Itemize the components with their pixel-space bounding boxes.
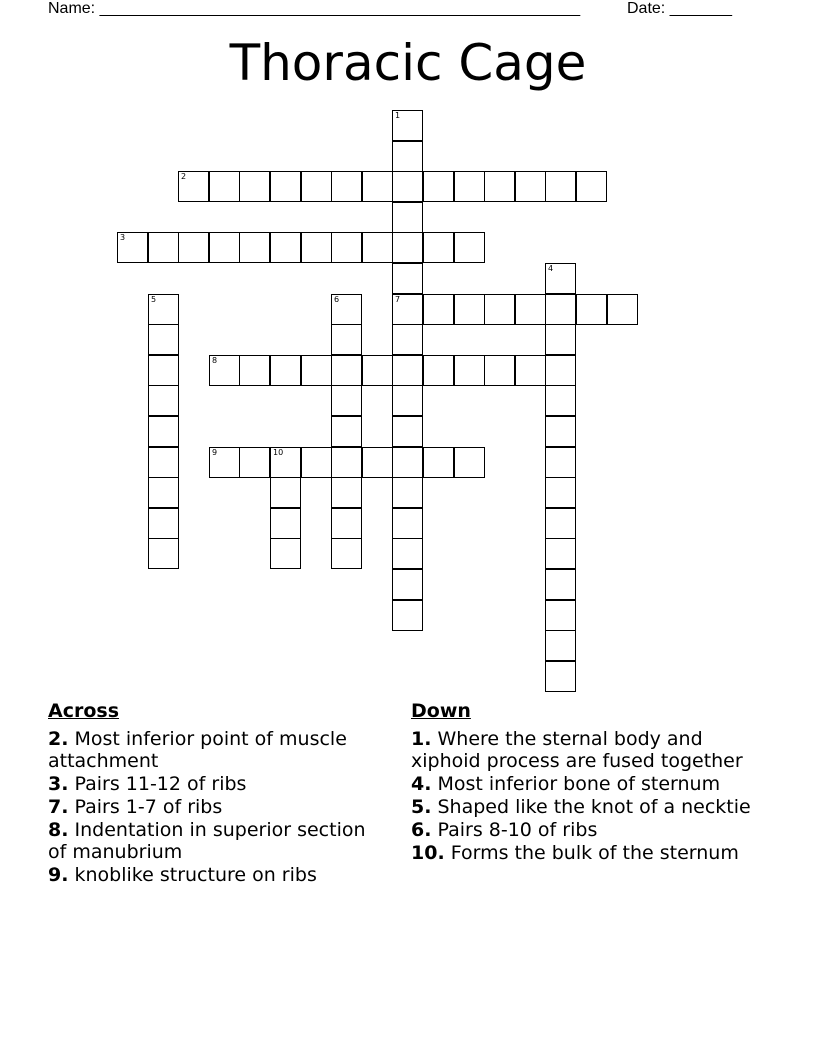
grid-cell[interactable] bbox=[270, 355, 301, 386]
grid-cell[interactable] bbox=[148, 508, 179, 539]
grid-cell[interactable] bbox=[148, 355, 179, 386]
grid-cell[interactable] bbox=[209, 232, 240, 263]
grid-cell[interactable] bbox=[392, 171, 423, 202]
clue-number: 5. bbox=[411, 796, 432, 818]
clue-text: Forms the bulk of the sternum bbox=[450, 842, 739, 864]
grid-cell[interactable] bbox=[331, 232, 362, 263]
grid-cell[interactable] bbox=[331, 294, 362, 325]
grid-cell[interactable] bbox=[392, 294, 423, 325]
grid-cell[interactable] bbox=[392, 263, 423, 294]
grid-cell[interactable] bbox=[209, 355, 240, 386]
across-clue bbox=[48, 819, 388, 863]
grid-cell[interactable] bbox=[301, 355, 332, 386]
grid-cell[interactable] bbox=[607, 294, 638, 325]
grid-cell[interactable] bbox=[301, 447, 332, 478]
grid-cell[interactable] bbox=[545, 630, 576, 661]
name-label: Name: bbox=[48, 0, 96, 17]
clue-text: Pairs 8-10 of ribs bbox=[437, 819, 598, 841]
grid-cell[interactable] bbox=[545, 508, 576, 539]
grid-cell[interactable] bbox=[545, 416, 576, 447]
grid-cell[interactable] bbox=[209, 447, 240, 478]
cell-number: 10 bbox=[273, 448, 284, 457]
grid-cell[interactable] bbox=[301, 232, 332, 263]
grid-cell[interactable] bbox=[392, 447, 423, 478]
grid-cell[interactable] bbox=[454, 294, 485, 325]
grid-cell[interactable] bbox=[545, 294, 576, 325]
grid-cell[interactable] bbox=[392, 324, 423, 355]
grid-cell[interactable] bbox=[331, 477, 362, 508]
grid-cell[interactable] bbox=[148, 294, 179, 325]
grid-cell[interactable] bbox=[117, 232, 148, 263]
grid-cell[interactable] bbox=[392, 110, 423, 141]
clue-text: knoblike structure on ribs bbox=[74, 864, 317, 886]
grid-cell[interactable] bbox=[392, 600, 423, 631]
down-clue bbox=[411, 796, 771, 818]
clue-text: Where the sternal body and xiphoid process are fused together bbox=[411, 728, 743, 772]
grid-cell[interactable] bbox=[392, 538, 423, 569]
grid-cell[interactable] bbox=[515, 355, 546, 386]
grid-cell[interactable] bbox=[423, 171, 454, 202]
across-heading: Across bbox=[48, 700, 120, 722]
grid-cell[interactable] bbox=[239, 355, 270, 386]
grid-cell[interactable] bbox=[392, 355, 423, 386]
grid-cell[interactable] bbox=[178, 171, 209, 202]
grid-cell[interactable] bbox=[148, 324, 179, 355]
down-clues bbox=[411, 700, 771, 865]
grid-cell[interactable] bbox=[454, 447, 485, 478]
grid-cell[interactable] bbox=[362, 232, 393, 263]
grid-cell[interactable] bbox=[331, 538, 362, 569]
grid-cell[interactable] bbox=[454, 355, 485, 386]
grid-cell[interactable] bbox=[148, 232, 179, 263]
grid-cell[interactable] bbox=[148, 538, 179, 569]
grid-cell[interactable] bbox=[576, 294, 607, 325]
clue-number: 2. bbox=[48, 728, 69, 750]
grid-cell[interactable] bbox=[239, 232, 270, 263]
name-field[interactable]: ______________________________________________________ bbox=[99, 0, 581, 17]
clue-number: 3. bbox=[48, 773, 69, 795]
grid-cell[interactable] bbox=[270, 538, 301, 569]
down-clue bbox=[411, 819, 771, 841]
down-clue bbox=[411, 773, 771, 795]
grid-cell[interactable] bbox=[148, 447, 179, 478]
grid-cell[interactable] bbox=[545, 385, 576, 416]
grid-cell[interactable] bbox=[239, 447, 270, 478]
grid-cell[interactable] bbox=[331, 171, 362, 202]
grid-cell[interactable] bbox=[545, 355, 576, 386]
cell-number: 2 bbox=[181, 172, 187, 181]
grid-cell[interactable] bbox=[331, 355, 362, 386]
grid-cell[interactable] bbox=[148, 385, 179, 416]
page-title: Thoracic Cage bbox=[229, 34, 587, 92]
grid-cell[interactable] bbox=[239, 171, 270, 202]
grid-cell[interactable] bbox=[454, 171, 485, 202]
clue-number: 1. bbox=[411, 728, 432, 750]
grid-cell[interactable] bbox=[423, 294, 454, 325]
grid-cell[interactable] bbox=[545, 324, 576, 355]
grid-cell[interactable] bbox=[545, 538, 576, 569]
cell-number: 7 bbox=[395, 295, 401, 304]
grid-cell[interactable] bbox=[331, 508, 362, 539]
clue-text: Shaped like the knot of a necktie bbox=[437, 796, 751, 818]
grid-cell[interactable] bbox=[362, 447, 393, 478]
clue-number: 6. bbox=[411, 819, 432, 841]
grid-cell[interactable] bbox=[392, 385, 423, 416]
clue-text: Pairs 11-12 of ribs bbox=[74, 773, 247, 795]
clue-number: 8. bbox=[48, 819, 69, 841]
across-clue bbox=[48, 728, 388, 772]
cell-number: 5 bbox=[151, 295, 157, 304]
grid-cell[interactable] bbox=[362, 171, 393, 202]
clue-number: 4. bbox=[411, 773, 432, 795]
down-clue bbox=[411, 728, 771, 772]
grid-cell[interactable] bbox=[270, 508, 301, 539]
grid-cell[interactable] bbox=[331, 447, 362, 478]
grid-cell[interactable] bbox=[301, 171, 332, 202]
grid-cell[interactable] bbox=[392, 232, 423, 263]
grid-cell[interactable] bbox=[484, 171, 515, 202]
grid-cell[interactable] bbox=[331, 324, 362, 355]
across-clue bbox=[48, 796, 388, 818]
cell-number: 3 bbox=[120, 233, 126, 242]
grid-cell[interactable] bbox=[484, 355, 515, 386]
cell-number: 1 bbox=[395, 111, 401, 120]
down-clue bbox=[411, 842, 771, 864]
grid-cell[interactable] bbox=[545, 447, 576, 478]
grid-cell[interactable] bbox=[423, 355, 454, 386]
grid-cell[interactable] bbox=[545, 171, 576, 202]
grid-cell[interactable] bbox=[148, 416, 179, 447]
grid-cell[interactable] bbox=[392, 202, 423, 233]
cell-number: 8 bbox=[212, 356, 218, 365]
grid-cell[interactable] bbox=[576, 171, 607, 202]
grid-cell[interactable] bbox=[362, 355, 393, 386]
cell-number: 6 bbox=[334, 295, 340, 304]
date-field[interactable]: _______ bbox=[669, 0, 732, 17]
grid-cell[interactable] bbox=[148, 477, 179, 508]
clue-number: 7. bbox=[48, 796, 69, 818]
grid-cell[interactable] bbox=[392, 416, 423, 447]
grid-cell[interactable] bbox=[545, 477, 576, 508]
grid-cell[interactable] bbox=[515, 294, 546, 325]
across-clues bbox=[48, 700, 388, 887]
grid-cell[interactable] bbox=[392, 508, 423, 539]
cell-number: 9 bbox=[212, 448, 218, 457]
clue-number: 10. bbox=[411, 842, 445, 864]
clue-text: Indentation in superior section of manubrium bbox=[48, 819, 366, 863]
grid-cell[interactable] bbox=[270, 447, 301, 478]
down-heading: Down bbox=[411, 700, 471, 722]
across-clue bbox=[48, 773, 388, 795]
grid-cell[interactable] bbox=[270, 171, 301, 202]
grid-cell[interactable] bbox=[178, 232, 209, 263]
grid-cell[interactable] bbox=[331, 385, 362, 416]
grid-cell[interactable] bbox=[545, 263, 576, 294]
grid-cell[interactable] bbox=[423, 447, 454, 478]
clue-text: Most inferior bone of sternum bbox=[437, 773, 721, 795]
grid-cell[interactable] bbox=[545, 569, 576, 600]
across-clue bbox=[48, 864, 388, 886]
grid-cell[interactable] bbox=[392, 569, 423, 600]
grid-cell[interactable] bbox=[484, 294, 515, 325]
grid-cell[interactable] bbox=[392, 141, 423, 172]
grid-cell[interactable] bbox=[454, 232, 485, 263]
grid-cell[interactable] bbox=[270, 232, 301, 263]
cell-number: 4 bbox=[548, 264, 554, 273]
clue-number: 9. bbox=[48, 864, 69, 886]
grid-cell[interactable] bbox=[515, 171, 546, 202]
grid-cell[interactable] bbox=[545, 661, 576, 692]
grid-cell[interactable] bbox=[331, 416, 362, 447]
grid-cell[interactable] bbox=[270, 477, 301, 508]
clue-text: Pairs 1-7 of ribs bbox=[74, 796, 223, 818]
date-label: Date: bbox=[627, 0, 666, 17]
clue-text: Most inferior point of muscle attachment bbox=[48, 728, 347, 772]
grid-cell[interactable] bbox=[545, 600, 576, 631]
grid-cell[interactable] bbox=[209, 171, 240, 202]
grid-cell[interactable] bbox=[423, 232, 454, 263]
grid-cell[interactable] bbox=[392, 477, 423, 508]
